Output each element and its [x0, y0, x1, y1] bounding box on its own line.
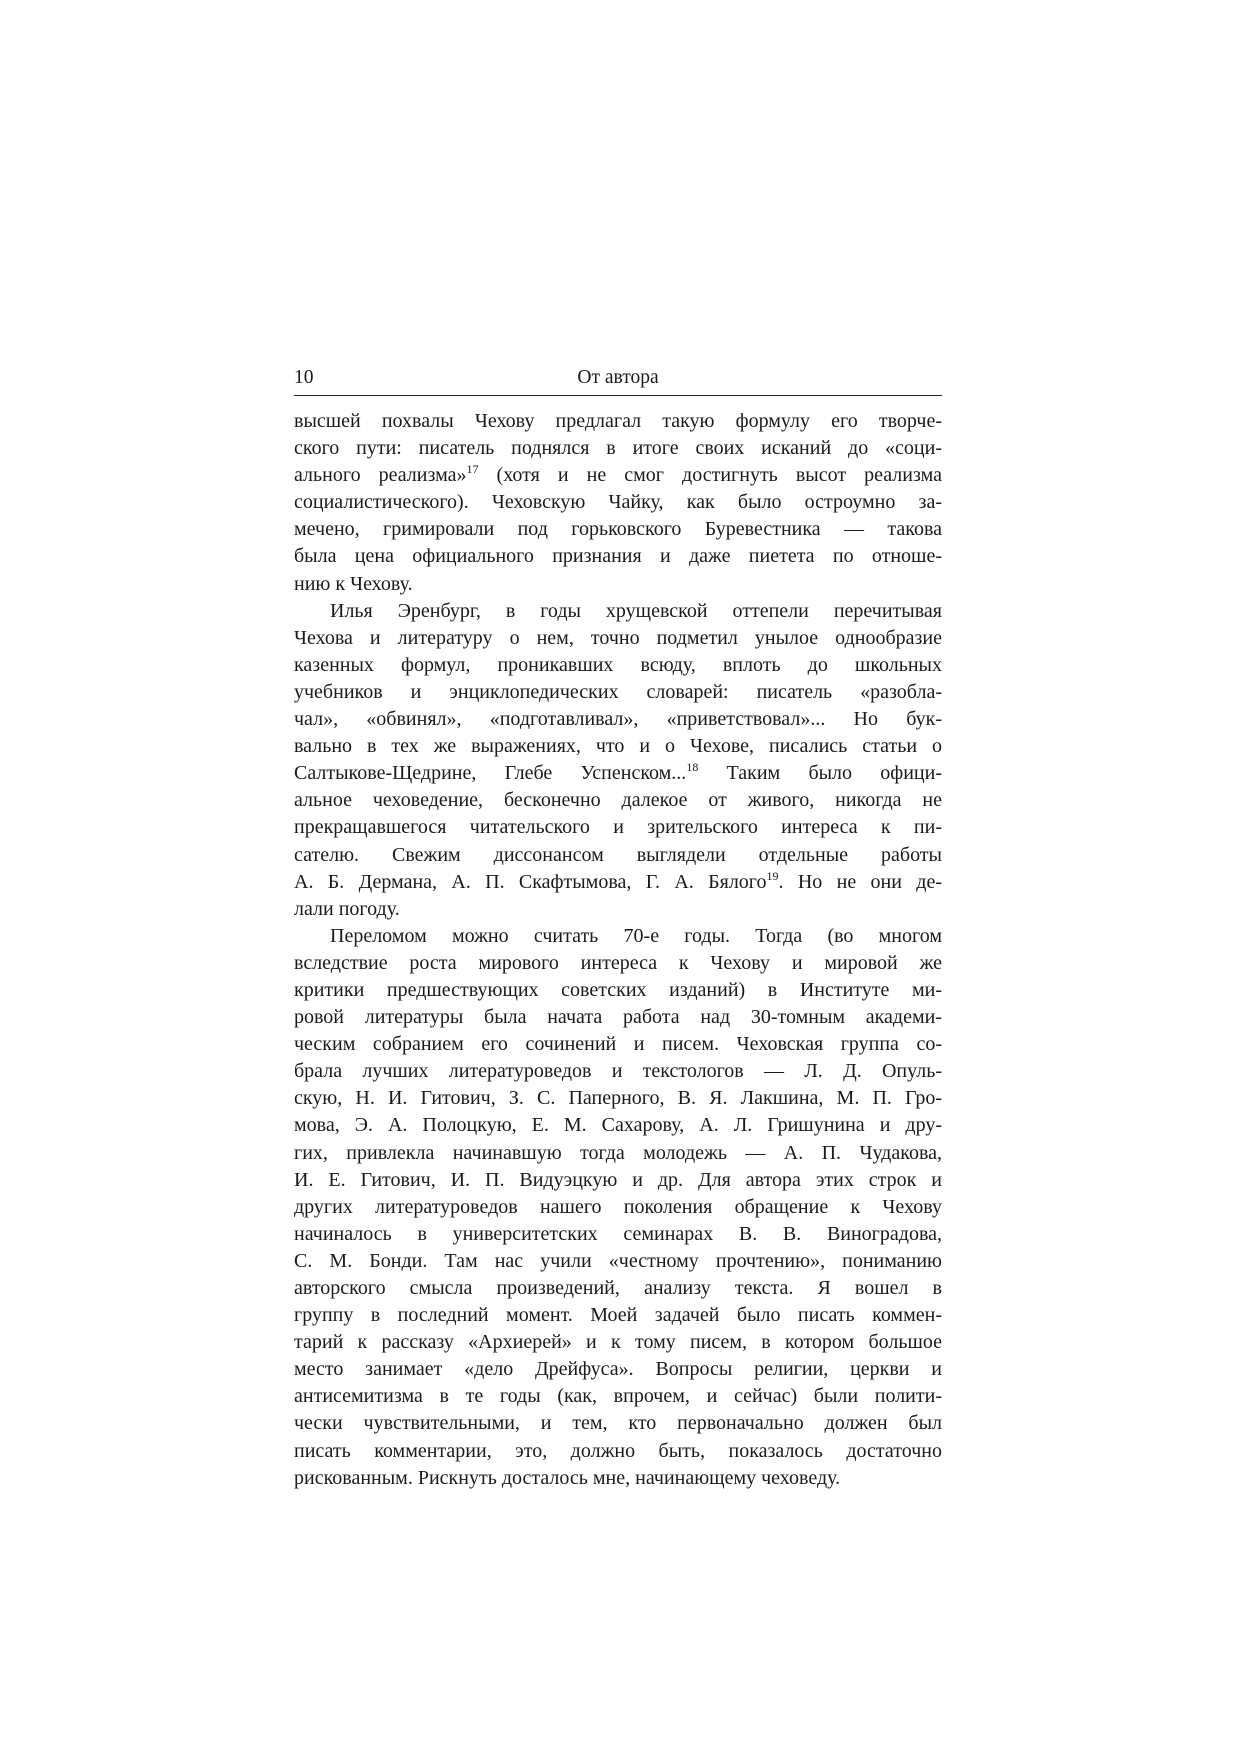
text-line: антисемитизма в те годы (как, впрочем, и сейчас) были полити- [294, 1385, 942, 1408]
text-line: высшей похвалы Чехову предлагал такую формулу его творче- [294, 410, 942, 432]
text-line: вследствие роста мирового интереса к Чехову и мировой же [294, 951, 942, 974]
text-line: Илья Эренбург, в годы хрущевской оттепели перечитывая [330, 599, 942, 622]
text-line: альное чеховедение, бесконечно далекое от живого, никогда не [294, 789, 942, 812]
text-line: чески чувствительными, и тем, кто первоначально должен был [294, 1412, 942, 1435]
running-head [294, 365, 942, 396]
footnote-ref[interactable]: 17 [466, 462, 479, 477]
text-line: лали погоду. [294, 897, 400, 920]
text-line: писать комментарии, это, должно быть, показалось достаточно [294, 1439, 942, 1462]
text-line: Переломом можно считать 70-е годы. Тогда (во многом [330, 924, 942, 947]
text-line: сателю. Свежим диссонансом выглядели отдельные работы [294, 843, 942, 866]
text-line: ровой литературы была начата работа над 30-томным академи- [294, 1006, 942, 1029]
text-line: тарий к рассказу «Архиерей» и к тому писем, в котором большое [294, 1331, 942, 1354]
paragraph [294, 598, 942, 923]
text-line: скую, Н. И. Гитович, З. С. Паперного, В. Я. Лакшина, М. П. Гро- [294, 1087, 942, 1110]
text-line: брала лучших литературоведов и текстологов — Л. Д. Опуль- [294, 1060, 942, 1083]
body-text [294, 408, 942, 1492]
text-line: авторского смысла произведений, анализу текста. Я вошел в [294, 1277, 942, 1299]
book-page [294, 365, 942, 1492]
text-line: гих, привлекла начинавшую тогда молодежь — А. П. Чудакова, [294, 1141, 942, 1164]
text-line: вально в тех же выражениях, что и о Чехове, писались статьи о [294, 735, 942, 758]
text-line: учебников и энциклопедических словарей: писатель «разобла- [294, 680, 942, 703]
page-number: 10 [294, 367, 314, 388]
text-line: социалистического). Чеховскую Чайку, как было остроумно за- [294, 491, 942, 514]
text-line: место занимает «дело Дрейфуса». Вопросы религии, церкви и [294, 1358, 942, 1381]
footnote-ref[interactable]: 18 [686, 760, 699, 775]
paragraph [294, 923, 942, 1492]
text-line: ческим собранием его сочинений и писем. Чеховская группа со- [294, 1033, 942, 1056]
footnote-ref[interactable]: 19 [766, 868, 779, 883]
text-line: ального реализма»$^{17}$ (хотя и не смог достигнуть высот реализма [294, 462, 942, 487]
text-line: ского пути: писатель поднялся в итоге своих исканий до «соци- [294, 437, 942, 460]
text-line: мечено, гримировали под горьковского Буревестника — такова [294, 518, 942, 541]
text-line: начиналось в университетских семинарах В. В. Виноградова, [294, 1222, 942, 1245]
text-line: рискованным. Рискнуть досталось мне, начинающему чеховеду. [294, 1466, 841, 1489]
text-line: казенных формул, проникавших всюду, вплоть до школьных [294, 653, 942, 676]
text-line: Чехова и литературу о нем, точно подметил унылое однообразие [294, 626, 942, 649]
text-line: группу в последний момент. Моей задачей было писать коммен- [294, 1304, 942, 1327]
text-line: других литературоведов нашего поколения обращение к Чехову [294, 1195, 942, 1218]
text-line: была цена официального признания и даже пиетета по отноше- [294, 545, 942, 568]
text-line: критики предшествующих советских изданий) в Институте ми- [294, 978, 942, 1001]
text-line: А. Б. Дермана, А. П. Скафтымова, Г. А. Бялого$^{19}$. Но не они де- [294, 868, 942, 893]
text-line: И. Е. Гитович, И. П. Видуэцкую и др. Для автора этих строк и [294, 1168, 942, 1191]
text-line: чал», «обвинял», «подготавливал», «приветствовал»... Но бук- [294, 708, 942, 731]
text-line: мова, Э. А. Полоцкую, Е. М. Сахарову, А. Л. Гришунина и дру- [294, 1114, 942, 1137]
running-title: От автора [577, 367, 659, 388]
text-line: прекращавшегося читательского и зрительского интереса к пи- [294, 816, 942, 839]
paragraph [294, 408, 942, 598]
text-line: С. М. Бонди. Там нас учили «честному прочтению», пониманию [294, 1249, 942, 1272]
text-line: нию к Чехову. [294, 572, 413, 595]
text-line: Салтыкове-Щедрине, Глебе Успенском...$^{18}$ Таким было офици- [294, 760, 943, 785]
